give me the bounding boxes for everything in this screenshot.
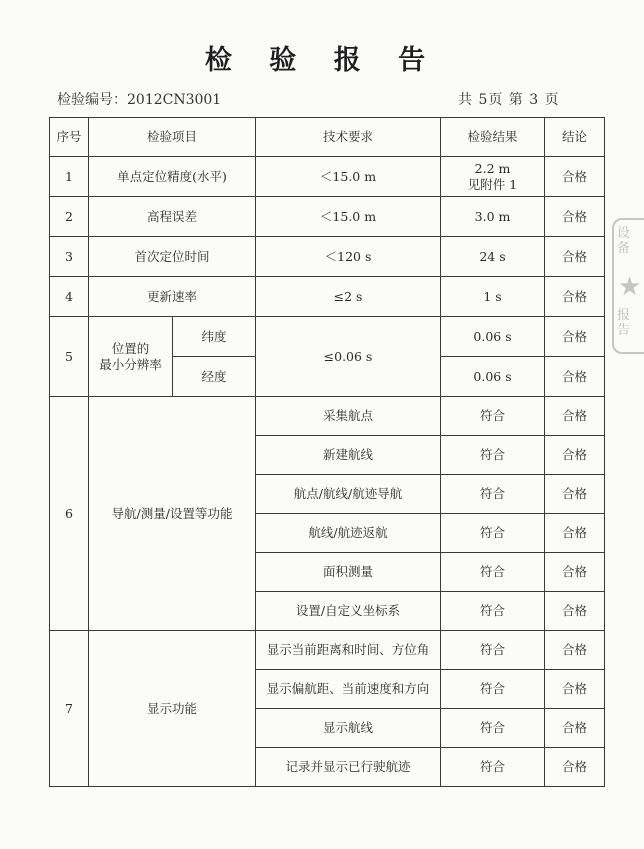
table-header-row	[50, 118, 605, 157]
row-result: 1 s	[441, 277, 545, 317]
row-result: 符合	[441, 709, 545, 748]
row-requirement: ＜15.0 m	[256, 157, 441, 197]
row-item	[89, 317, 173, 397]
row-requirement: 显示当前距离和时间、方位角	[256, 631, 441, 670]
row-conclusion: 合格	[545, 514, 605, 553]
row-result: 24 s	[441, 237, 545, 277]
row-conclusion: 合格	[545, 397, 605, 436]
table-row	[50, 197, 605, 237]
row-result: 符合	[441, 670, 545, 709]
row-item: 高程误差	[89, 197, 256, 237]
row-result: 符合	[441, 553, 545, 592]
row-item-line2: 最小分辨率	[99, 356, 162, 372]
row-conclusion: 合格	[545, 157, 605, 197]
row-conclusion: 合格	[545, 631, 605, 670]
row-item: 更新速率	[89, 277, 256, 317]
row-subitem: 经度	[173, 357, 256, 397]
table-row	[50, 631, 605, 670]
row-no: 6	[50, 397, 89, 631]
header-result: 检验结果	[441, 118, 545, 157]
row-requirement: 航线/航迹返航	[256, 514, 441, 553]
row-conclusion: 合格	[545, 357, 605, 397]
page-info: 共 5页 第 3 页	[458, 92, 560, 108]
header-no: 序号	[50, 118, 89, 157]
header-conclusion: 结论	[545, 118, 605, 157]
row-requirement: ≤2 s	[256, 277, 441, 317]
row-conclusion: 合格	[545, 237, 605, 277]
row-requirement: 显示航线	[256, 709, 441, 748]
row-conclusion: 合格	[545, 709, 605, 748]
table-row	[50, 237, 605, 277]
row-conclusion: 合格	[545, 475, 605, 514]
row-no: 4	[50, 277, 89, 317]
row-no: 2	[50, 197, 89, 237]
table-row	[50, 277, 605, 317]
row-item: 单点定位精度(水平)	[89, 157, 256, 197]
row-item: 导航/测量/设置等功能	[89, 397, 256, 631]
row-requirement: 记录并显示已行驶航迹	[256, 748, 441, 787]
row-subitem: 纬度	[173, 317, 256, 357]
inspection-table	[49, 117, 605, 787]
row-result	[441, 157, 545, 197]
row-conclusion: 合格	[545, 277, 605, 317]
row-no: 5	[50, 317, 89, 397]
row-result: 符合	[441, 475, 545, 514]
star-icon: ★	[618, 272, 642, 302]
row-result: 符合	[441, 436, 545, 475]
row-item-line1: 位置的	[111, 340, 150, 356]
row-result: 0.06 s	[441, 317, 545, 357]
row-requirement: ＜120 s	[256, 237, 441, 277]
row-item: 显示功能	[89, 631, 256, 787]
row-no: 1	[50, 157, 89, 197]
row-conclusion: 合格	[545, 592, 605, 631]
row-no: 3	[50, 237, 89, 277]
row-item: 首次定位时间	[89, 237, 256, 277]
row-result-line1: 2.2 m	[474, 160, 511, 176]
row-requirement: ＜15.0 m	[256, 197, 441, 237]
row-conclusion: 合格	[545, 670, 605, 709]
row-requirement: 设置/自定义坐标系	[256, 592, 441, 631]
row-result: 符合	[441, 631, 545, 670]
row-conclusion: 合格	[545, 748, 605, 787]
row-result: 0.06 s	[441, 357, 545, 397]
row-requirement: 显示偏航距、当前速度和方向	[256, 670, 441, 709]
row-requirement: 采集航点	[256, 397, 441, 436]
stamp-text-top: 设备	[617, 226, 631, 256]
table-row	[50, 317, 605, 357]
row-result: 符合	[441, 514, 545, 553]
row-result: 符合	[441, 397, 545, 436]
row-result: 符合	[441, 592, 545, 631]
row-result-line2: 见附件 1	[467, 176, 518, 192]
row-result: 符合	[441, 748, 545, 787]
official-stamp	[612, 218, 644, 354]
report-number: 检验编号：2012CN3001	[57, 92, 222, 108]
row-requirement: 新建航线	[256, 436, 441, 475]
row-conclusion: 合格	[545, 436, 605, 475]
table-row	[50, 157, 605, 197]
table-row	[50, 397, 605, 436]
row-conclusion: 合格	[545, 197, 605, 237]
row-conclusion: 合格	[545, 317, 605, 357]
stamp-text-bottom: 报告	[617, 308, 631, 338]
row-no: 7	[50, 631, 89, 787]
row-result: 3.0 m	[441, 197, 545, 237]
report-title: 检 验 报 告	[204, 45, 440, 76]
header-item: 检验项目	[89, 118, 256, 157]
row-conclusion: 合格	[545, 553, 605, 592]
row-requirement: ≤0.06 s	[256, 317, 441, 397]
row-requirement: 航点/航线/航迹导航	[256, 475, 441, 514]
row-requirement: 面积测量	[256, 553, 441, 592]
header-requirement: 技术要求	[256, 118, 441, 157]
